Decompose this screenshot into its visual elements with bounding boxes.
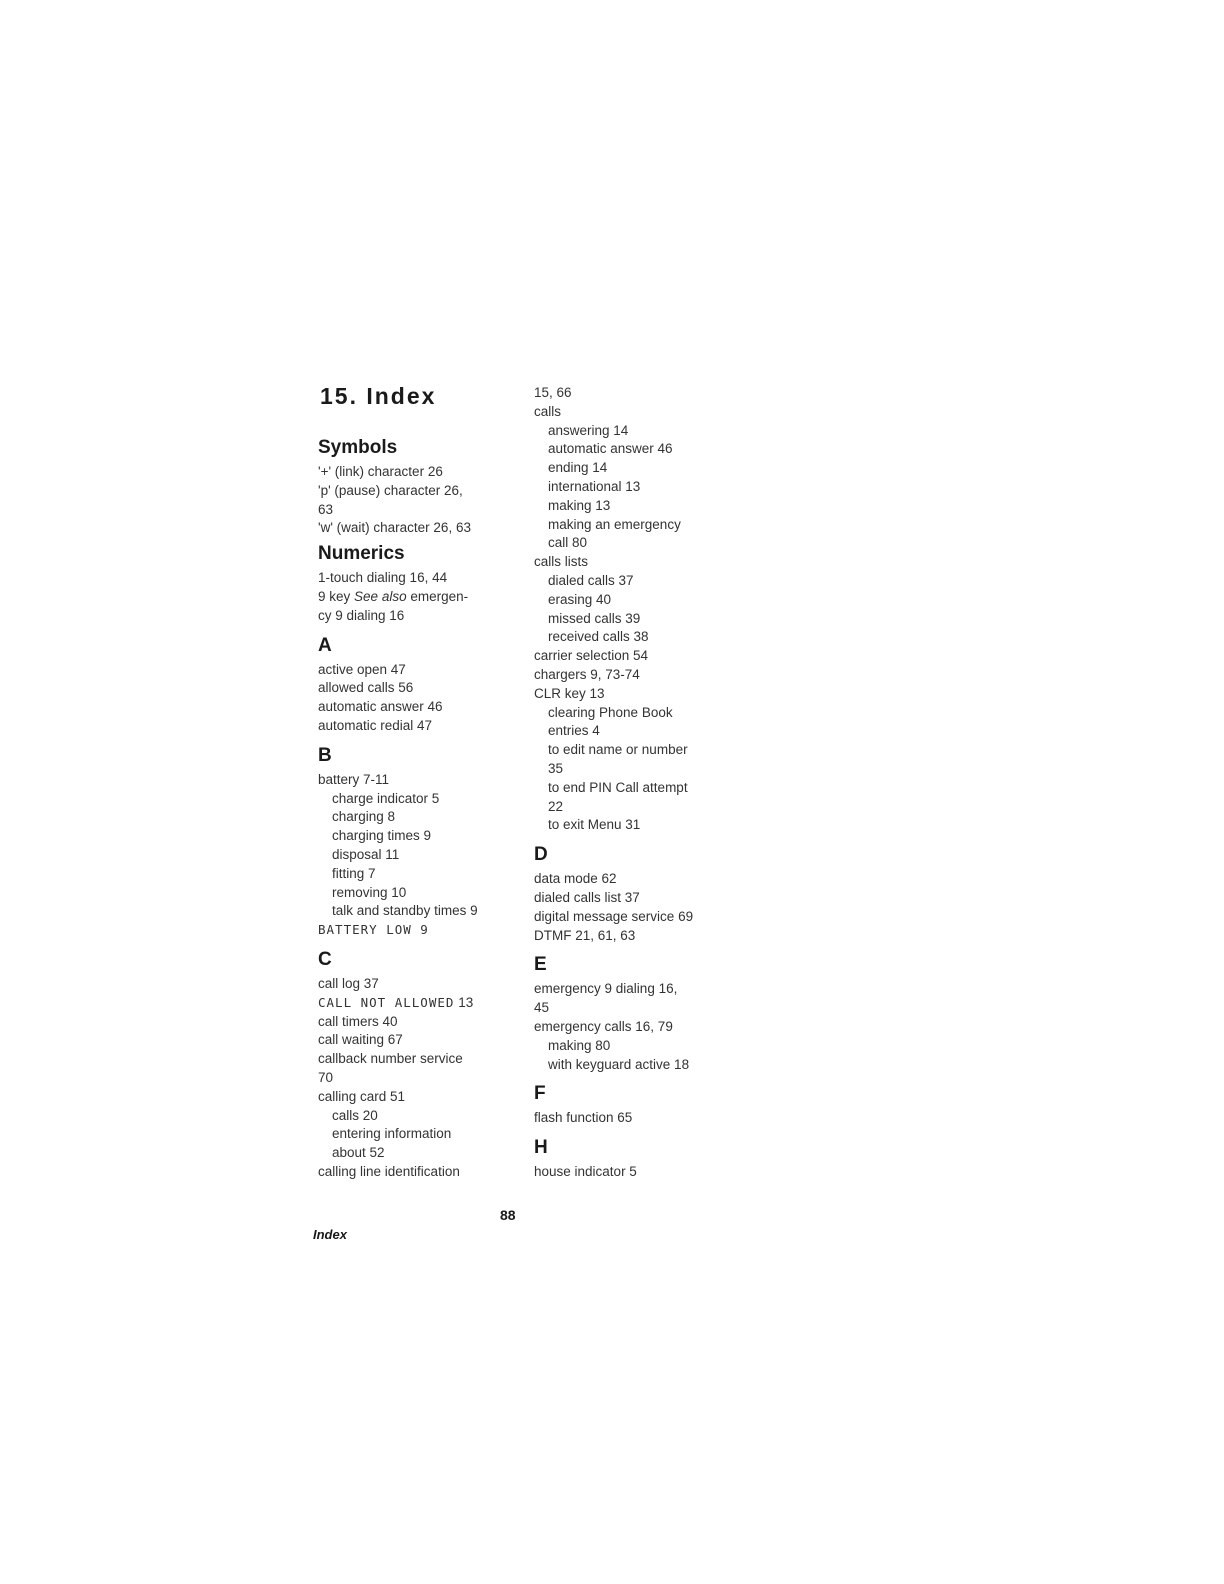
- index-entry: '+' (link) character 26: [318, 464, 443, 479]
- section-heading-h: H: [534, 1137, 548, 1159]
- index-entry: allowed calls 56: [318, 680, 414, 696]
- index-entry: callback number service: [318, 1051, 463, 1067]
- section-heading-numerics: Numerics: [318, 543, 405, 565]
- chapter-title: 15. Index: [320, 383, 437, 409]
- index-entry: 45: [534, 1000, 550, 1016]
- index-subentry: making 13: [548, 497, 611, 513]
- section-heading-symbols: Symbols: [318, 437, 398, 458]
- index-entry: cy 9 dialing 16: [318, 607, 405, 623]
- index-entry: 'p' (pause) character 26,: [318, 482, 463, 498]
- index-subentry: charging times 9: [332, 828, 432, 844]
- index-left-column: [314, 380, 529, 1182]
- index-subentry: removing 10: [332, 884, 407, 900]
- running-footer-title: Index: [313, 1227, 347, 1242]
- index-entry: chargers 9, 73-74: [534, 666, 640, 682]
- section-heading-b: B: [318, 744, 332, 766]
- index-subentry: international 13: [548, 478, 641, 494]
- index-entry: call timers 40: [318, 1013, 398, 1029]
- index-entry: 63: [318, 501, 334, 517]
- index-subentry: ending 14: [548, 460, 608, 476]
- section-heading-d: D: [534, 844, 548, 866]
- index-subentry: charge indicator 5: [332, 790, 440, 806]
- section-heading-a: A: [318, 634, 332, 656]
- index-subentry: to end PIN Call attempt: [548, 779, 688, 795]
- section-heading-e: E: [534, 954, 547, 976]
- index-entry: flash function 65: [534, 1110, 633, 1126]
- index-subentry: talk and standby times 9: [332, 903, 478, 919]
- index-entry: house indicator 5: [534, 1164, 637, 1180]
- display-message: BATTERY LOW 9: [318, 922, 429, 938]
- index-subentry: entering information: [332, 1126, 452, 1142]
- index-entry: [318, 921, 529, 940]
- index-entry: DTMF 21, 61, 63: [534, 927, 636, 943]
- index-entry: emergency 9 dialing 16,: [534, 981, 678, 997]
- index-subentry: to edit name or number: [548, 742, 688, 758]
- index-entry: 70: [318, 1069, 334, 1085]
- index-subentry: clearing Phone Book: [548, 704, 673, 720]
- section-heading-f: F: [534, 1083, 546, 1105]
- display-message: CALL NOT ALLOWED: [318, 994, 455, 1010]
- index-entry: emergency calls 16, 79: [534, 1018, 673, 1034]
- index-subentry: missed calls 39: [548, 610, 641, 626]
- page-reference: 13: [458, 994, 474, 1010]
- index-entry: dialed calls list 37: [534, 889, 640, 905]
- index-subentry: calls 20: [332, 1107, 378, 1123]
- index-entry: battery 7-11: [318, 771, 390, 787]
- page-number: 88: [500, 1207, 516, 1223]
- index-right-column: [530, 384, 750, 1182]
- index-subentry: making 80: [548, 1037, 611, 1053]
- index-entry: 15, 66: [534, 385, 572, 400]
- index-entry: automatic answer 46: [318, 699, 443, 715]
- see-also-reference: See also: [354, 588, 407, 604]
- index-subentry: fitting 7: [332, 865, 376, 881]
- index-entry: call waiting 67: [318, 1032, 403, 1048]
- index-entry: data mode 62: [534, 871, 617, 887]
- index-subentry: charging 8: [332, 809, 396, 825]
- index-entry: [318, 994, 529, 1013]
- entry-term: 9 key: [318, 588, 351, 604]
- index-entry: 'w' (wait) character 26, 63: [318, 520, 471, 536]
- entry-term: emergen-: [410, 588, 469, 604]
- index-entry: 1-touch dialing 16, 44: [318, 570, 448, 586]
- index-entry: CLR key 13: [534, 685, 605, 701]
- section-heading-c: C: [318, 948, 332, 970]
- index-subentry: entries 4: [548, 723, 600, 739]
- index-subentry: about 52: [332, 1145, 385, 1161]
- index-entry: calls: [534, 403, 562, 419]
- index-entry: calling card 51: [318, 1088, 406, 1104]
- index-subentry: disposal 11: [332, 846, 400, 862]
- index-entry: carrier selection 54: [534, 648, 649, 664]
- index-subentry: received calls 38: [548, 629, 649, 645]
- index-subentry: 22: [548, 798, 564, 814]
- index-subentry: with keyguard active 18: [548, 1056, 690, 1072]
- index-entry: call log 37: [318, 975, 379, 991]
- index-entry: calling line identification: [318, 1163, 460, 1179]
- index-subentry: 35: [548, 760, 564, 776]
- index-subentry: making an emergency: [548, 516, 681, 532]
- index-subentry: automatic answer 46: [548, 441, 673, 457]
- index-subentry: erasing 40: [548, 591, 612, 607]
- index-subentry: call 80: [548, 535, 588, 551]
- index-subentry: dialed calls 37: [548, 572, 634, 588]
- index-subentry: to exit Menu 31: [548, 817, 641, 833]
- index-entry: calls lists: [534, 554, 589, 570]
- index-subentry: answering 14: [548, 422, 629, 438]
- index-entry: active open 47: [318, 661, 406, 677]
- index-entry: automatic redial 47: [318, 717, 433, 733]
- index-entry: digital message service 69: [534, 908, 694, 924]
- index-entry: [318, 588, 529, 607]
